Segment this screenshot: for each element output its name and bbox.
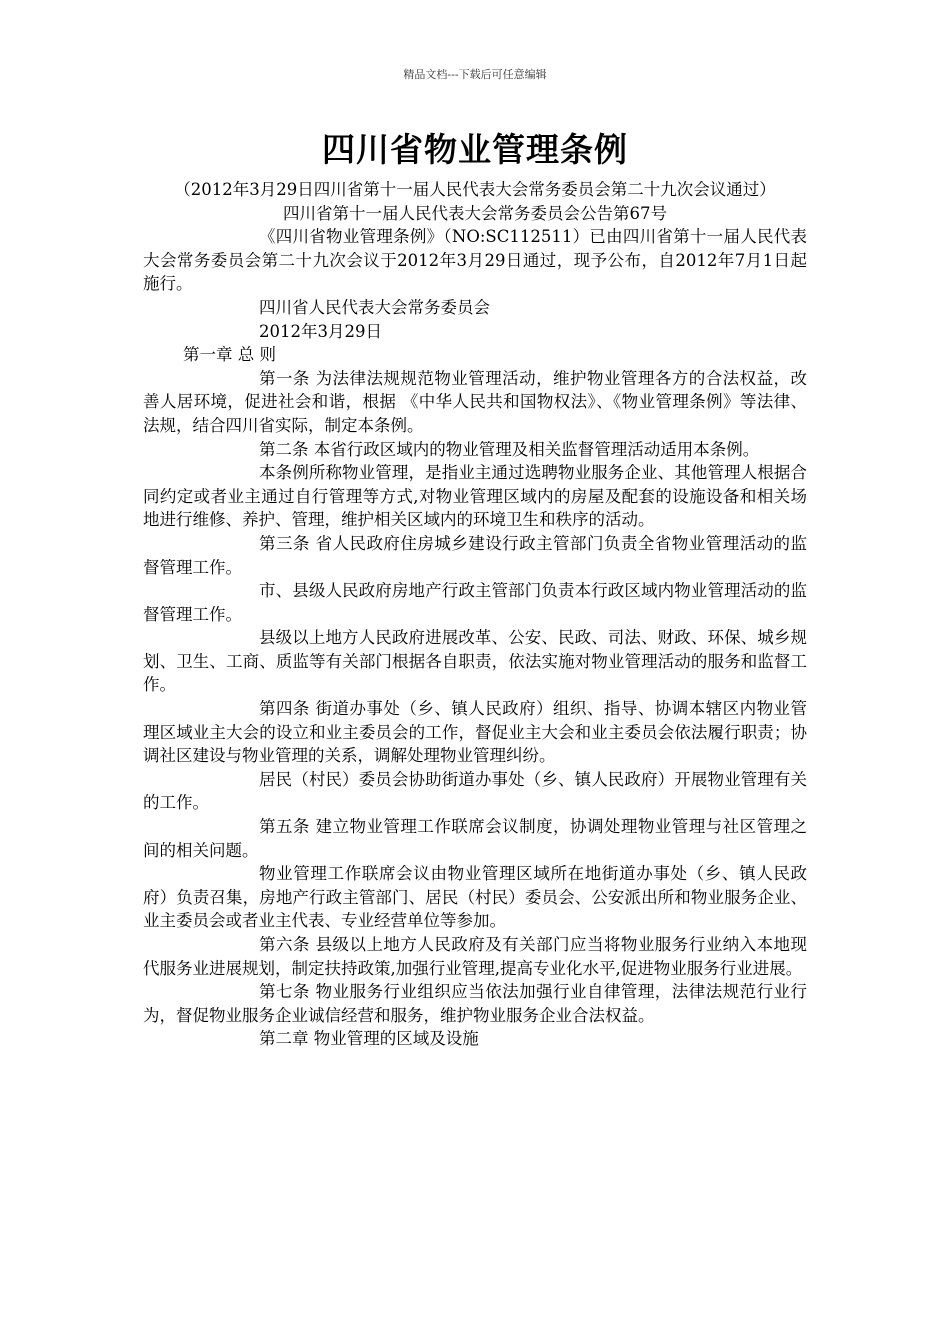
announcement-number: 四川省第十一届人民代表大会常务委员会公告第67号 bbox=[283, 203, 667, 223]
document-title: 四川省物业管理条例 bbox=[322, 130, 628, 169]
issuer: 四川省人民代表大会常务委员会 bbox=[259, 297, 490, 317]
article-7: 第七条 物业服务行业组织应当依法加强行业自律管理，法律法规范行业行为，督促物业服务企业诚信经营和服务，维护物业服务企业合法权益。 bbox=[143, 982, 807, 1025]
chapter-heading: 第二章 物业管理的区域及设施 bbox=[259, 1029, 479, 1049]
announcement-text: 《四川省物业管理条例》（NO:SC112511）已由四川省第十一届人民代表大会常务委员会第二十九次会议于2012年3月29日通过，现予公布，自2012年7月1日起施行。 bbox=[143, 227, 807, 294]
article-paragraph: 县级以上地方人民政府进展改革、公安、民政、司法、财政、环保、城乡规划、卫生、工商、质监等有关部门根据各自职责，依法实施对物业管理活动的服务和监督工作。 bbox=[143, 628, 807, 695]
article-paragraph: 居民（村民）委员会协助街道办事处（乡、镇人民政府）开展物业管理有关的工作。 bbox=[143, 769, 807, 813]
document-body bbox=[143, 178, 807, 1051]
article-paragraph: 市、县级人民政府房地产行政主管部门负责本行政区域内物业管理活动的监督管理工作。 bbox=[143, 581, 807, 624]
issue-date: 2012年3月29日 bbox=[259, 321, 382, 341]
article-4: 第四条 街道办事处（乡、镇人民政府）组织、指导、协调本辖区内物业管理区域业主大会的设立和业主委员会的工作，督促业主大会和业主委员会依法履行职责；协调社区建设与物业管理的关系，调解处理物业管理纠纷。 bbox=[143, 699, 807, 766]
page-header: 精品文档---下载后可任意编辑 bbox=[403, 68, 547, 81]
article-paragraph: 本条例所称物业管理，是指业主通过选聘物业服务企业、其他管理人根据合同约定或者业主通过自行管理等方式,对物业管理区域内的房屋及配套的设施设备和相关场地进行维修、养护、管理，维护相关区域内的环境卫生和秩序的活动。 bbox=[143, 463, 807, 530]
chapter-heading: 第一章 总 则 bbox=[183, 345, 276, 365]
article-2: 第二条 本省行政区域内的物业管理及相关监督管理活动适用本条例。 bbox=[259, 439, 760, 459]
article-5: 第五条 建立物业管理工作联席会议制度，协调处理物业管理与社区管理之间的相关问题。 bbox=[143, 817, 807, 860]
adoption-note: （2012年3月29日四川省第十一届人民代表大会常务委员会第二十九次会议通过） bbox=[174, 180, 776, 199]
article-paragraph: 物业管理工作联席会议由物业管理区域所在地街道办事处（乡、镇人民政府）负责召集，房地产行政主管部门、居民（村民）委员会、公安派出所和物业服务企业、业主委员会或者业主代表、专业经营单位等参加。 bbox=[143, 864, 807, 931]
article-1: 第一条 为法律法规规范物业管理活动，维护物业管理各方的合法权益，改善人居环境，促进社会和谐，根据 《中华人民共和国物权法》、《物业管理条例》等法律、法规，结合四川省实际，制定本条例。 bbox=[143, 368, 807, 435]
article-6: 第六条 县级以上地方人民政府及有关部门应当将物业服务行业纳入本地现代服务业进展规划，制定扶持政策,加强行业管理,提高专业化水平,促进物业服务行业进展。 bbox=[143, 935, 807, 978]
article-3: 第三条 省人民政府住房城乡建设行政主管部门负责全省物业管理活动的监督管理工作。 bbox=[143, 533, 807, 577]
